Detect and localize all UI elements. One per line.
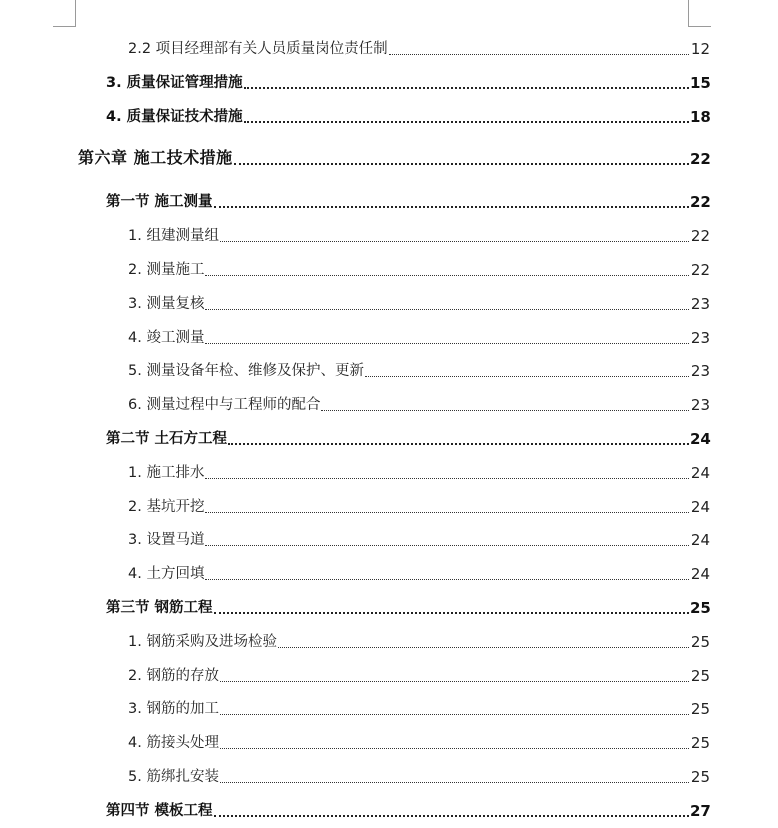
toc-entry[interactable] — [0, 104, 778, 128]
toc-page-number: 24 — [690, 464, 710, 482]
toc-entry-title: 3. 质量保证管理措施 — [106, 75, 243, 91]
toc-entry[interactable] — [0, 223, 778, 247]
toc-page-number: 12 — [690, 40, 710, 58]
toc-dot-leader — [214, 206, 689, 208]
toc-dot-leader — [389, 54, 689, 55]
toc-entry-title: 6. 测量过程中与工程师的配合 — [128, 397, 321, 413]
toc-entry[interactable] — [0, 325, 778, 349]
toc-entry-title: 5. 测量设备年检、维修及保护、更新 — [128, 363, 364, 379]
toc-page-number: 22 — [690, 261, 710, 279]
toc-entry-title: 4. 质量保证技术措施 — [106, 109, 243, 125]
toc-page-number: 23 — [690, 396, 710, 414]
toc-entry-title: 1. 钢筋采购及进场检验 — [128, 634, 277, 650]
toc-dot-leader — [205, 309, 689, 310]
toc-dot-leader — [220, 714, 689, 715]
toc-page-number: 22 — [690, 227, 710, 245]
toc-entry-title: 第六章 施工技术措施 — [78, 148, 233, 167]
toc-dot-leader — [234, 163, 689, 165]
toc-entry[interactable] — [0, 358, 778, 382]
toc-dot-leader — [205, 579, 689, 580]
toc-entry[interactable] — [0, 392, 778, 416]
toc-entry-title: 第二节 土石方工程 — [106, 431, 228, 447]
toc-dot-leader — [205, 343, 689, 344]
toc-dot-leader — [365, 376, 689, 377]
toc-entry[interactable] — [0, 798, 778, 822]
toc-entry[interactable] — [0, 146, 778, 170]
toc-dot-leader — [228, 443, 689, 445]
toc-entry[interactable] — [0, 527, 778, 551]
toc-entry[interactable] — [0, 426, 778, 450]
toc-page-number: 24 — [690, 498, 710, 516]
toc-entry-title: 3. 测量复核 — [128, 296, 205, 312]
toc-page-number: 25 — [690, 599, 711, 617]
toc-entry[interactable] — [0, 460, 778, 484]
toc-entry-title: 3. 设置马道 — [128, 532, 205, 548]
toc-dot-leader — [214, 612, 689, 614]
toc-page-number: 22 — [690, 193, 711, 211]
toc-page-number: 25 — [690, 700, 710, 718]
toc-entry[interactable] — [0, 696, 778, 720]
toc-entry[interactable] — [0, 561, 778, 585]
toc-entry-title: 3. 钢筋的加工 — [128, 701, 219, 717]
toc-page-number: 23 — [690, 295, 710, 313]
toc-dot-leader — [244, 121, 689, 123]
toc-page-number: 27 — [690, 802, 711, 820]
toc-page-number: 23 — [690, 329, 710, 347]
toc-entry-title: 1. 施工排水 — [128, 465, 205, 481]
toc-entry[interactable] — [0, 36, 778, 60]
toc-page-number: 25 — [690, 768, 710, 786]
toc-entry-title: 4. 筋接头处理 — [128, 735, 219, 751]
toc-dot-leader — [278, 647, 689, 648]
toc-page-number: 15 — [690, 74, 711, 92]
page-corner-mark-left — [53, 0, 76, 27]
toc-dot-leader — [220, 681, 689, 682]
toc-page-number: 24 — [690, 531, 710, 549]
toc-entry[interactable] — [0, 595, 778, 619]
toc-dot-leader — [220, 241, 689, 242]
toc-entry-title: 第四节 模板工程 — [106, 803, 213, 819]
toc-dot-leader — [205, 545, 689, 546]
toc-entry[interactable] — [0, 494, 778, 518]
toc-entry-title: 2. 钢筋的存放 — [128, 668, 219, 684]
toc-entry-title: 2. 基坑开挖 — [128, 499, 205, 515]
toc-entry[interactable] — [0, 730, 778, 754]
toc-dot-leader — [220, 748, 689, 749]
toc-page-number: 25 — [690, 734, 710, 752]
toc-dot-leader — [220, 782, 689, 783]
toc-entry[interactable] — [0, 629, 778, 653]
toc-entry-title: 1. 组建测量组 — [128, 228, 219, 244]
toc-page-number: 18 — [690, 108, 711, 126]
toc-entry-title: 4. 竣工测量 — [128, 330, 205, 346]
toc-entry[interactable] — [0, 189, 778, 213]
toc-page-number: 22 — [690, 150, 711, 168]
toc-entry-title: 5. 筋绑扎安装 — [128, 769, 219, 785]
toc-dot-leader — [205, 478, 689, 479]
toc-entry-title: 4. 土方回填 — [128, 566, 205, 582]
toc-entry[interactable] — [0, 764, 778, 788]
toc-entry-title: 2.2 项目经理部有关人员质量岗位责任制 — [128, 41, 388, 57]
toc-dot-leader — [244, 87, 689, 89]
toc-entry-title: 2. 测量施工 — [128, 262, 205, 278]
toc-dot-leader — [205, 275, 689, 276]
toc-entry-title: 第三节 钢筋工程 — [106, 600, 213, 616]
page-corner-mark-right — [688, 0, 711, 27]
toc-entry[interactable] — [0, 663, 778, 687]
toc-dot-leader — [214, 815, 689, 817]
toc-dot-leader — [321, 410, 689, 411]
toc-page-number: 24 — [690, 430, 711, 448]
toc-entry[interactable] — [0, 257, 778, 281]
toc-entry[interactable] — [0, 70, 778, 94]
toc-page-number: 25 — [690, 633, 710, 651]
toc-page-number: 25 — [690, 667, 710, 685]
toc-dot-leader — [205, 512, 689, 513]
toc-page-number: 23 — [690, 362, 710, 380]
toc-entry[interactable] — [0, 291, 778, 315]
toc-entry-title: 第一节 施工测量 — [106, 194, 213, 210]
toc-page-number: 24 — [690, 565, 710, 583]
